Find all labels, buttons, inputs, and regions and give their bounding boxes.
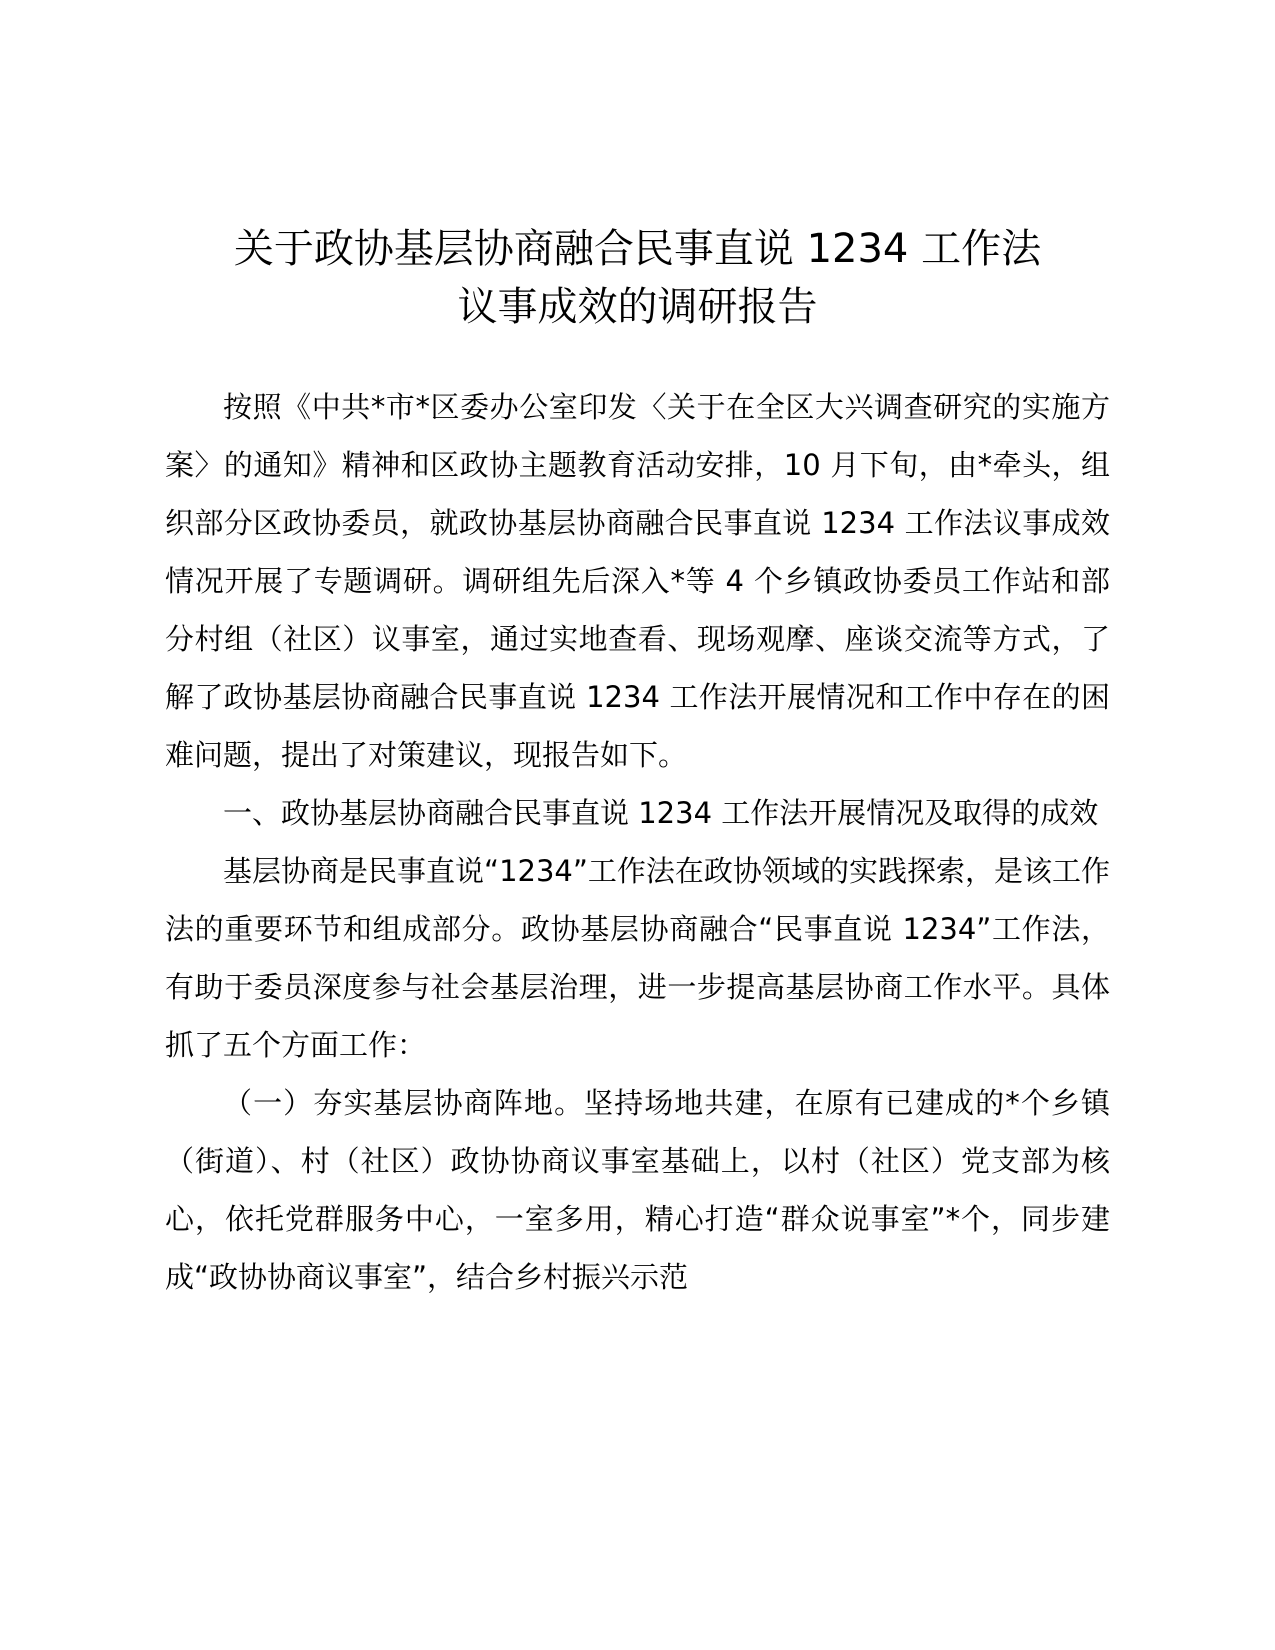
document-title bbox=[160, 220, 1115, 336]
paragraph-background: 基层协商是民事直说“1234”工作法在政协领域的实践探索，是该工作法的重要环节和组成部分。政协基层协商融合“民事直说 1234”工作法，有助于委员深度参与社会基层治理，进一步提高基层协商工作水平。具体抓了五个方面工作： bbox=[165, 854, 1110, 1062]
paragraph-item-1: （一）夯实基层协商阵地。坚持场地共建，在原有已建成的*个乡镇（街道）、村（社区）政协协商议事室基础上，以村（社区）党支部为核心，依托党群服务中心，一室多用，精心打造“群众说事室”*个，同步建成“政协协商议事室”，结合乡村振兴示范 bbox=[165, 1086, 1110, 1294]
section-heading-1: 一、政协基层协商融合民事直说 1234 工作法开展情况及取得的成效 bbox=[223, 796, 1099, 830]
document-body bbox=[165, 378, 1110, 1306]
paragraph-intro: 按照《中共*市*区委办公室印发〈关于在全区大兴调查研究的实施方案〉的通知》精神和区政协主题教育活动安排，10 月下旬，由*牵头，组织部分区政协委员，就政协基层协商融合民事直说 1234 工作法议事成效情况开展了专题调研。调研组先后深入*等 4 个乡镇政协委员工作站和部分村组（社区）议事室，通过实地查看、现场观摩、座谈交流等方式，了解了政协基层协商融合民事直说 1234 工作法开展情况和工作中存在的困难问题，提出了对策建议，现报告如下。 bbox=[165, 390, 1110, 772]
title-line-1: 关于政协基层协商融合民事直说 1234 工作法 bbox=[233, 226, 1042, 272]
title-line-2: 议事成效的调研报告 bbox=[457, 284, 818, 330]
